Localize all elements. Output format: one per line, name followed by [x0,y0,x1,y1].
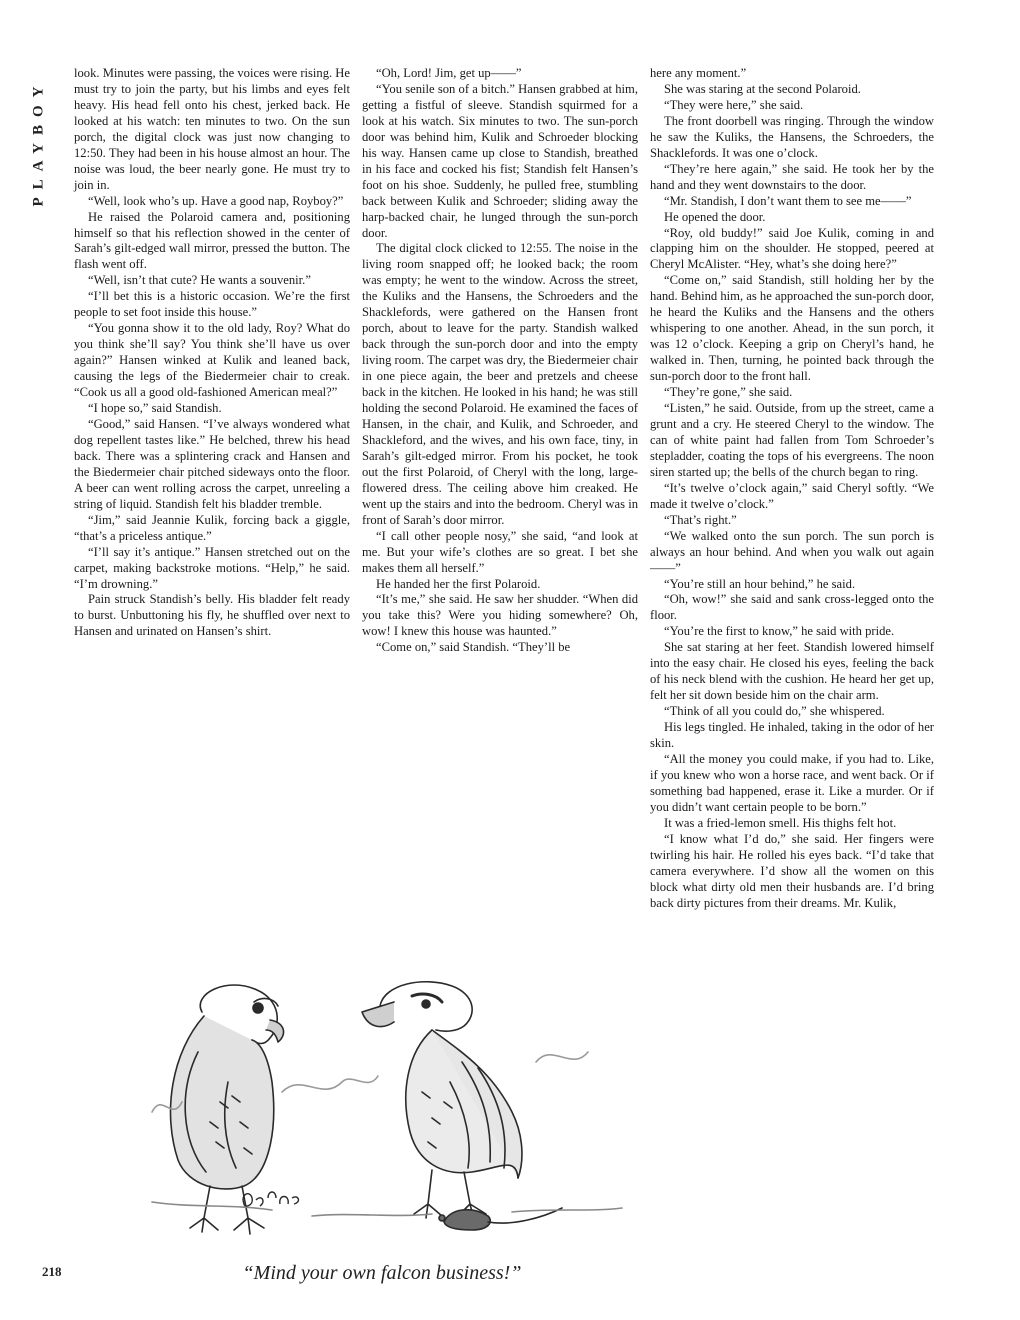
paragraph: “I’ll bet this is a historic occasion. We’re the first people to set foot inside this house.” [74,289,350,320]
paragraph: “That’s right.” [664,512,737,527]
paragraph: The front doorbell was ringing. Through the window he saw the Kuliks, the Hansens, the Schroeders, the Shacklefords. It was one o’clock. [650,113,934,160]
artist-signature [243,1192,298,1206]
magazine-name-header [22,62,56,222]
paragraph: “They’re here again,” she said. He took her by the hand and they went downstairs to the door. [650,161,934,192]
paragraph: “Mr. Standish, I don’t want them to see me——” [664,193,912,208]
page-number: 218 [42,1264,62,1279]
paragraph: “You’re the first to know,” he said with pride. [664,624,895,639]
left-falcon [170,985,283,1234]
paragraph: He handed her the first Polaroid. [376,576,541,591]
paragraph: His legs tingled. He inhaled, taking in the odor of her skin. [650,720,934,751]
paragraph: “It’s twelve o’clock again,” said Cheryl softly. “We made it twelve o’clock.” [650,480,934,511]
paragraph: “Listen,” he said. Outside, from up the street, came a grunt and a cry. He steered Cheryl to the window. The can of white paint had fallen from Tom Schroeder’s stepladder, coating the tops of his evergreens. The noon siren started up; the bells of the church began to ring. [650,401,934,479]
paragraph: here any moment.” [650,66,747,80]
paragraph: He opened the door. [664,209,766,224]
paragraph: “I hope so,” said Standish. [88,401,222,416]
paragraph: “Think of all you could do,” she whispered. [664,704,885,719]
mouse-drawing [439,1208,562,1230]
paragraph: “You senile son of a bitch.” Hansen grabbed at him, getting a fistful of sleeve. Standish squirmed for a look at his watch. Six minutes to two. The sun-porch door was behind him, Kulik and Schroeder blocking his way. Hansen came up close to Standish, breathed in his face and cocked his fist; Standish felt Hansen’s foot on his shoe. Suddenly, he pulled free, stumbling back between Kulik and Schroeder; sliding away the harp-backed chair, he lunged through the sun-porch door. [362,81,638,240]
paragraph: “They’re gone,” she said. [664,385,793,400]
paragraph: “They were here,” she said. [664,97,804,112]
paragraph: “Roy, old buddy!” said Joe Kulik, coming in and clapping him on the shoulder. He stopped, peered at Cheryl McAlister. “Hey, what’s she doing here?” [650,225,934,272]
paragraph: She sat staring at her feet. Standish lowered himself into the easy chair. He closed his eyes, feeling the back of his neck blend with the cushion. He heard her get up, felt her sit down beside him on the chair arm. [650,640,934,703]
paragraph: He raised the Polaroid camera and, positioning himself so that his reflection showed in the center of Sarah’s gilt-edged wall mirror, pressed the button. The flash went off. [74,209,350,272]
paragraph: “Well, look who’s up. Have a good nap, Royboy?” [88,193,344,208]
text-column-1 [74,66,350,640]
text-column-3 [650,66,934,912]
paragraph: “Good,” said Hansen. “I’ve always wondered what dog repellent tastes like.” He belched, threw his head back. There was a splintering crack and Hansen and the Biedermeier chair pitched sideways onto the floor. A beer can went rolling across the carpet, unreeling a string of liquid. Standish felt his bladder tremble. [74,416,350,511]
paragraph: She was staring at the second Polaroid. [664,81,861,96]
paragraph: “Oh, Lord! Jim, get up——” [376,66,522,80]
paragraph: “All the money you could make, if you had to. Like, if you knew who won a horse race, and went back. Or if something bad happened, erase it. Like a murder. Or if you didn’t want certain people to be born.” [650,751,934,814]
falcon-cartoon [132,972,632,1244]
paragraph: “Oh, wow!” she said and sank cross-legged onto the floor. [650,592,934,623]
paragraph: “Jim,” said Jeannie Kulik, forcing back a giggle, “that’s a priceless antique.” [74,512,350,543]
cartoon-caption: “Mind your own falcon business!” [242,1262,522,1284]
paragraph: “I call other people nosy,” she said, “and look at me. But your wife’s clothes are so great. I bet she makes them all herself.” [362,528,638,575]
paragraph: It was a fried-lemon smell. His thighs felt hot. [664,815,897,830]
magazine-name: PLAYBOY [30,78,47,206]
paragraph: Pain struck Standish’s belly. His bladder felt ready to burst. Unbuttoning his fly, he shuffled over next to Hansen and urinated on Hansen’s shirt. [74,592,350,639]
text-column-2 [362,66,638,656]
paragraph: “We walked onto the sun porch. The sun porch is always an hour behind. And when you walk out again——” [650,528,934,575]
paragraph: “Well, isn’t that cute? He wants a souvenir.” [88,273,311,288]
paragraph: “It’s me,” she said. He saw her shudder. “When did you take this? Were you hiding somewhere? Oh, wow! I knew this house was haunted.” [362,592,638,639]
paragraph: look. Minutes were passing, the voices were rising. He must try to join the party, but his limbs and eyes felt heavy. His head fell onto his chest, jerked back. He looked at his watch: ten minutes to two. On the sun porch, the digital clock was just now changing to 12:50. They had been in his house almost an hour. The noise was loud, the beer nearly gone. He must try to join in. [74,66,350,192]
paragraph: “You’re still an hour behind,” he said. [664,576,856,591]
paragraph: “I know what I’d do,” she said. Her fingers were twirling his hair. He rolled his eyes back. “I’d take that camera everywhere. I’d show all the women on this block what dirty old men their husbands are. I’d bring back dirty pictures from their dreams. Mr. Kulik, [650,831,934,910]
right-falcon [362,982,522,1220]
paragraph: “Come on,” said Standish, still holding her by the hand. Behind him, as he approached the sun-porch door, he heard the Kuliks and the Hansens and the others whispering to one another. Ahead, in the sun porch, it was 12 o’clock. Keeping a grip on Cheryl’s hand, he walked in. Then, turning, he pointed back through the sun-porch door to the front hall. [650,273,934,384]
paragraph: “Come on,” said Standish. “They’ll be [376,640,571,655]
paragraph: The digital clock clicked to 12:55. The noise in the living room snapped off; he looked back; the room was empty; he went to the window. Across the street, the Kuliks and the Hansens, the Schroeders and the Shacklefords, were gathered on the Hansen front porch, about to leave for the party. Standish walked back through the sun-porch door and into the empty living room. The carpet was dry, the Biedermeier chair in one piece again, the beer and pretzels and cheese back in the kitchen. He looked in his hand; he was still holding the second Polaroid. He examined the faces of Hansen, in the chair, and Kulik, and Schroeder, and Shackleford, and the wives, and his own face, tiny, in Sarah’s gilt-edged mirror. From his pocket, he took out the first Polaroid, of Cheryl with the long, large-flowered dress. The ceiling above him creaked. He went up the stairs and into the bedroom. Cheryl was in front of Sarah’s door mirror. [362,241,638,527]
paragraph: “I’ll say it’s antique.” Hansen stretched out on the carpet, making backstroke motions. “Help,” he said. “I’m drowning.” [74,544,350,591]
paragraph: “You gonna show it to the old lady, Roy? What do you think she’ll say? You think she’ll have us over again?” Hansen winked at Kulik and leaned back, causing the legs of the Biedermeier chair to creak. “Cook us all a good old-fashioned American meal?” [74,321,350,400]
